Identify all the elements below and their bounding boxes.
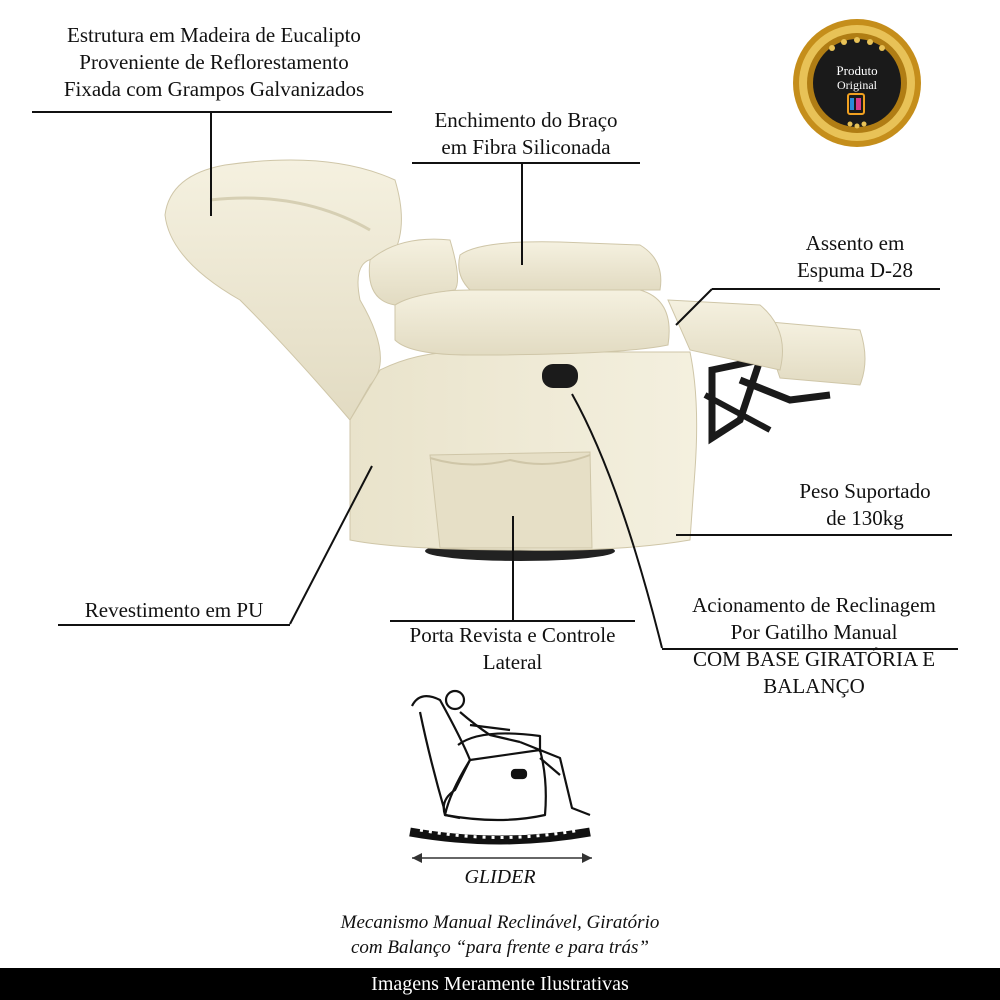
structure-line-2: Proveniente de Reflorestamento: [79, 50, 349, 74]
arm-line-2: em Fibra Siliconada: [441, 135, 611, 159]
pocket-line-1: Porta Revista e Controle: [409, 623, 616, 647]
upholstery-label: Revestimento em PU: [84, 598, 264, 622]
badge-line1: Produto: [836, 63, 878, 78]
weight-line-2: de 130kg: [826, 506, 904, 530]
recline-line-2: Por Gatilho Manual: [730, 620, 898, 644]
footer-disclaimer: Imagens Meramente Ilustrativas: [0, 968, 1000, 1000]
arm-line-1: Enchimento do Braço: [434, 108, 618, 132]
glider-label: GLIDER: [464, 866, 536, 888]
seat-line-1: Assento em: [805, 231, 905, 255]
mechanism-caption: [250, 910, 750, 960]
recline-line-4: BALANÇO: [763, 674, 865, 698]
recline-line-1: Acionamento de Reclinagem: [692, 593, 936, 617]
caption-line-2: com Balanço “para frente e para trás”: [350, 937, 649, 958]
structure-line-3: Fixada com Grampos Galvanizados: [63, 77, 365, 101]
structure-line-1: Estrutura em Madeira de Eucalipto: [67, 23, 361, 47]
caption-line-1: Mecanismo Manual Reclinável, Giratório: [340, 912, 660, 933]
weight-line-1: Peso Suportado: [799, 479, 931, 503]
seat-line-2: Espuma D-28: [796, 258, 914, 282]
recline-line-3: COM BASE GIRATÓRIA E: [692, 647, 936, 671]
pocket-line-2: Lateral: [482, 650, 543, 674]
badge-line2: Original: [837, 78, 877, 92]
